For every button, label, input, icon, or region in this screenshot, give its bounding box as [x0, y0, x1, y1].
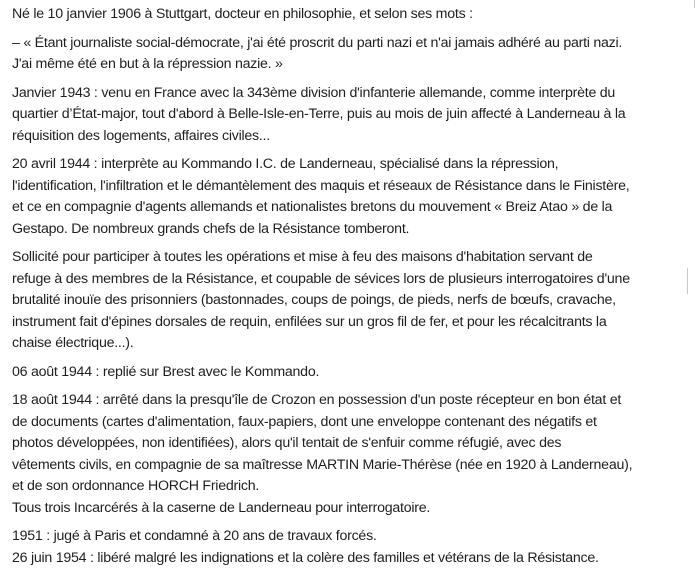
text-line: 06 août 1944 : replié sur Brest avec le Kommando. [12, 363, 320, 380]
text-line: et de son ordonnance HORCH Friedrich. [12, 478, 260, 494]
text-line: 1951 : jugé à Paris et condamné à 20 ans de travaux forcés. [12, 528, 377, 544]
text-line: 18 août 1944 : arrêté dans la presqu'île de Crozon en possession d'un poste récepteur en bon état et [12, 392, 622, 408]
text-line: – « Étant journaliste social-démocrate, j'ai été proscrit du parti nazi et n'ai jamais adhéré au parti nazi. [12, 34, 623, 51]
text-line: brutalité inouïe des prisonniers (bastonnades, coups de poings, de pieds, nerfs de bœufs, cravache, [12, 292, 616, 308]
text-line: l'identification, l'infiltration et le démantèlement des maquis et réseaux de Résistance dans le Finistère, [12, 177, 630, 194]
text-line: chaise électrique...). [12, 335, 134, 351]
text-line: Gestapo. De nombreux grands chefs de la Résistance tomberont. [12, 220, 410, 237]
text-line: photos développées, non identifiées), alors qu'il tentait de s'enfuir comme réfugié, avec des [12, 435, 562, 451]
text-line: quartier d’État-major, tout d'abord à Belle-Isle-en-Terre, puis au mois de juin affecté à Landerneau à la [12, 106, 626, 122]
text-line: refuge à des membres de la Résistance, et coupable de sévices lors de plusieurs interrogatoires d'une [12, 270, 630, 287]
scroll-edge-mark-top [694, 0, 695, 8]
text-line: 20 avril 1944 : interprète au Kommando I.C. de Landerneau, spécialisé dans la répression, [12, 156, 559, 172]
text-line: réquisition des logements, affaires civiles... [12, 127, 270, 144]
paragraph-january-1943 [12, 83, 699, 148]
text-line: instrument fait d'épines dorsales de requin, enfilées sur un gros fil de fer, et pour les récalcitrants la [12, 313, 607, 330]
paragraph-birth [12, 4, 699, 26]
paragraph-august-18-1944 [12, 390, 699, 519]
text-line: Janvier 1943 : venu en France avec la 343ème division d'infanterie allemande, comme interprète du [12, 84, 616, 101]
scroll-edge-mark-middle [687, 268, 688, 294]
text-line: J'ai même été en but à la répression nazie. » [12, 56, 283, 72]
paragraph-april-1944 [12, 154, 699, 240]
text-line: vêtements civils, en compagnie de sa maîtresse MARTIN Marie-Thérèse (née en 1920 à Landerneau), [12, 456, 633, 473]
paragraph-operations [12, 247, 699, 355]
text-line: Tous trois Incarcérés à la caserne de Landerneau pour interrogatoire. [12, 499, 431, 516]
paragraph-verdict [12, 526, 699, 569]
paragraph-quote [12, 33, 699, 76]
text-line: 26 juin 1954 : libéré malgré les indignations et la colère des familles et vétérans de la Résistance. [12, 549, 599, 566]
document-body [12, 4, 699, 576]
paragraph-august-6-1944 [12, 362, 699, 384]
text-line: Sollicité pour participer à toutes les opérations et mise à feu des maisons d'habitation servant de [12, 249, 593, 265]
text-line: et ce en compagnie d'agents allemands et nationalistes bretons du mouvement « Breiz Atao » de la [12, 199, 613, 215]
text-line: de documents (cartes d'alimentation, faux-papiers, dont une enveloppe contenant des négatifs et [12, 413, 597, 430]
text-line: Né le 10 janvier 1906 à Stuttgart, docteur en philosophie, et selon ses mots : [12, 6, 473, 22]
